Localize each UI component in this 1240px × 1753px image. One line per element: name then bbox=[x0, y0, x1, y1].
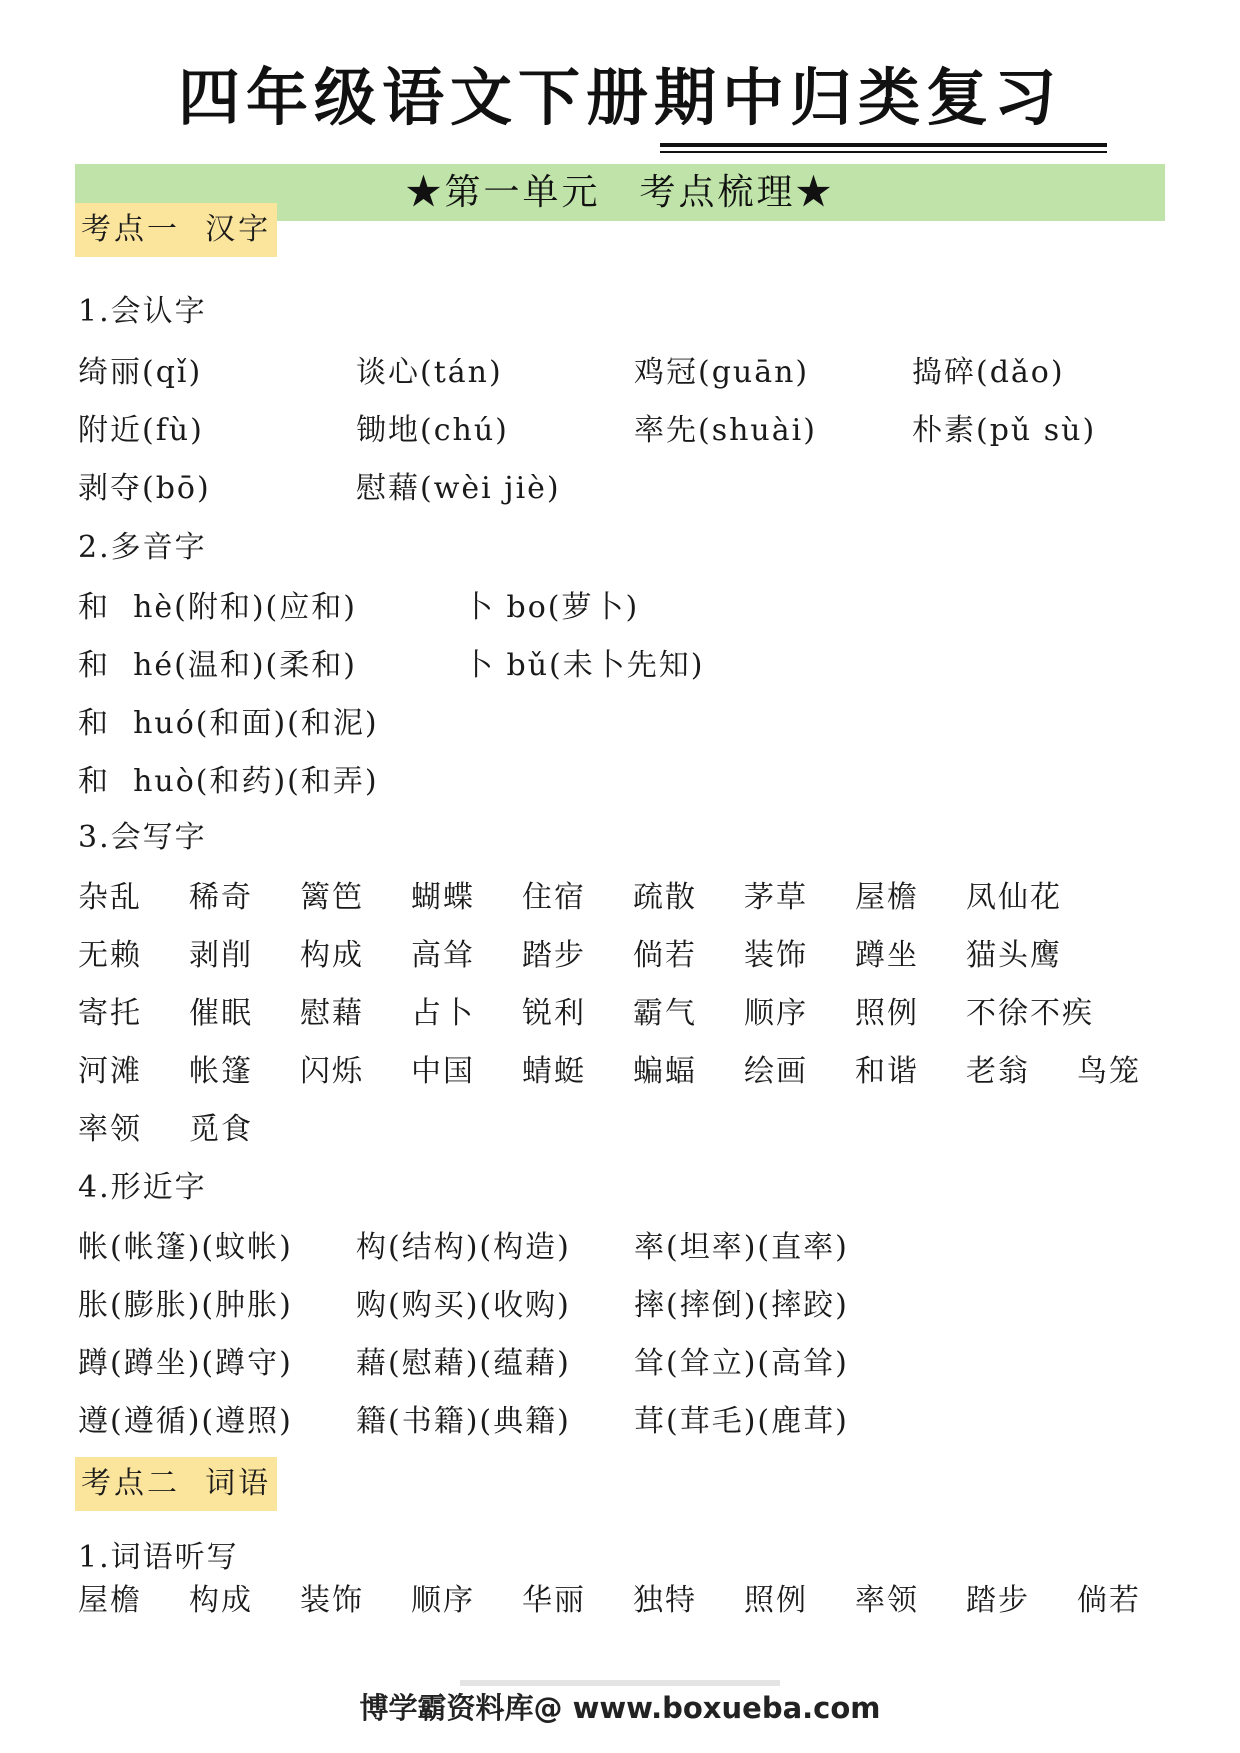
list-item: 河滩 bbox=[78, 1054, 142, 1089]
list-item: 装饰 bbox=[744, 938, 808, 973]
list-item: 和 huó(和面)(和泥) bbox=[78, 706, 379, 741]
list-item: 慰藉(wèi jiè) bbox=[356, 471, 561, 506]
list-item: 屋檐 bbox=[855, 880, 919, 915]
list-item: 华丽 bbox=[522, 1583, 586, 1618]
list-item: 疏散 bbox=[633, 880, 697, 915]
title-underline bbox=[660, 143, 1107, 147]
list-item: 率先(shuài) bbox=[634, 413, 817, 448]
list-item: 摔(摔倒)(摔跤) bbox=[634, 1288, 849, 1323]
list-item: 茸(茸毛)(鹿茸) bbox=[634, 1404, 849, 1439]
list-item: 剥削 bbox=[189, 938, 253, 973]
list-item: 朴素(pǔ sù) bbox=[912, 413, 1097, 448]
list-item: 锐利 bbox=[522, 996, 586, 1031]
list-item: 中国 bbox=[411, 1054, 475, 1089]
list-item: 踏步 bbox=[966, 1583, 1030, 1618]
point-badge-2: 考点二 词语 bbox=[75, 1457, 277, 1511]
unit-banner-text: ★第一单元 考点梳理★ bbox=[405, 172, 835, 213]
list-item: 帐(帐篷)(蚊帐) bbox=[78, 1230, 293, 1265]
section-heading-polyphone: 2.多音字 bbox=[78, 530, 207, 565]
list-item: 胀(膨胀)(肿胀) bbox=[78, 1288, 293, 1323]
list-item: 和谐 bbox=[855, 1054, 919, 1089]
list-item: 绮丽(qǐ) bbox=[78, 355, 203, 390]
list-item: 顺序 bbox=[744, 996, 808, 1031]
list-item: 寄托 bbox=[78, 996, 142, 1031]
section-heading-write: 3.会写字 bbox=[78, 820, 207, 855]
list-item: 霸气 bbox=[633, 996, 697, 1031]
list-item: 卜 bo(萝卜) bbox=[463, 590, 640, 625]
list-item: 篱笆 bbox=[300, 880, 364, 915]
list-item: 帐篷 bbox=[189, 1054, 253, 1089]
list-item: 蜻蜓 bbox=[522, 1054, 586, 1089]
list-item: 遵(遵循)(遵照) bbox=[78, 1404, 293, 1439]
point-badge-1: 考点一 汉字 bbox=[75, 203, 277, 257]
section-heading-recognize: 1.会认字 bbox=[78, 294, 207, 329]
list-item: 构(结构)(构造) bbox=[356, 1230, 571, 1265]
list-item: 屋檐 bbox=[78, 1583, 142, 1618]
list-item: 老翁 bbox=[966, 1054, 1030, 1089]
page-number-strip bbox=[460, 1680, 780, 1686]
section-heading-similar: 4.形近字 bbox=[78, 1170, 207, 1205]
list-item: 照例 bbox=[744, 1583, 808, 1618]
list-item: 占卜 bbox=[411, 996, 475, 1031]
list-item: 剥夺(bō) bbox=[78, 471, 211, 506]
list-item: 无赖 bbox=[78, 938, 142, 973]
list-item: 蝴蝶 bbox=[411, 880, 475, 915]
list-item: 率领 bbox=[855, 1583, 919, 1618]
list-item: 和 hè(附和)(应和) bbox=[78, 590, 357, 625]
list-item: 和 huò(和药)(和弄) bbox=[78, 764, 379, 799]
list-item: 凤仙花 bbox=[966, 880, 1062, 915]
list-item: 高耸 bbox=[411, 938, 475, 973]
list-item: 猫头鹰 bbox=[966, 938, 1062, 973]
list-item: 独特 bbox=[633, 1583, 697, 1618]
section-heading-dictation: 1.词语听写 bbox=[78, 1540, 239, 1575]
list-item: 锄地(chú) bbox=[356, 413, 509, 448]
list-item: 卜 bǔ(未卜先知) bbox=[463, 648, 705, 683]
list-item: 顺序 bbox=[411, 1583, 475, 1618]
list-item: 住宿 bbox=[522, 880, 586, 915]
list-item: 耸(耸立)(高耸) bbox=[634, 1346, 849, 1381]
title-underline-thin bbox=[660, 151, 1107, 153]
list-item: 倘若 bbox=[1077, 1583, 1141, 1618]
list-item: 装饰 bbox=[300, 1583, 364, 1618]
list-item: 率领 bbox=[78, 1112, 142, 1147]
list-item: 觅食 bbox=[189, 1112, 253, 1147]
list-item: 率(坦率)(直率) bbox=[634, 1230, 849, 1265]
list-item: 构成 bbox=[189, 1583, 253, 1618]
list-item: 蹲(蹲坐)(蹲守) bbox=[78, 1346, 293, 1381]
list-item: 绘画 bbox=[744, 1054, 808, 1089]
list-item: 杂乱 bbox=[78, 880, 142, 915]
page-title: 四年级语文下册期中归类复习 bbox=[177, 61, 1062, 134]
list-item: 鸡冠(guān) bbox=[634, 355, 810, 390]
list-item: 鸟笼 bbox=[1077, 1054, 1141, 1089]
list-item: 蹲坐 bbox=[855, 938, 919, 973]
list-item: 谈心(tán) bbox=[356, 355, 503, 390]
list-item: 慰藉 bbox=[300, 996, 364, 1031]
list-item: 和 hé(温和)(柔和) bbox=[78, 648, 357, 683]
list-item: 稀奇 bbox=[189, 880, 253, 915]
list-item: 藉(慰藉)(蕴藉) bbox=[356, 1346, 571, 1381]
footer-watermark: 博学霸资料库@ www.boxueba.com bbox=[359, 1691, 881, 1725]
list-item: 催眠 bbox=[189, 996, 253, 1031]
list-item: 籍(书籍)(典籍) bbox=[356, 1404, 571, 1439]
list-item: 踏步 bbox=[522, 938, 586, 973]
list-item: 不徐不疾 bbox=[966, 996, 1094, 1031]
list-item: 照例 bbox=[855, 996, 919, 1031]
list-item: 蝙蝠 bbox=[633, 1054, 697, 1089]
list-item: 构成 bbox=[300, 938, 364, 973]
list-item: 附近(fù) bbox=[78, 413, 204, 448]
list-item: 茅草 bbox=[744, 880, 808, 915]
list-item: 捣碎(dǎo) bbox=[912, 355, 1065, 390]
list-item: 倘若 bbox=[633, 938, 697, 973]
list-item: 闪烁 bbox=[300, 1054, 364, 1089]
list-item: 购(购买)(收购) bbox=[356, 1288, 571, 1323]
